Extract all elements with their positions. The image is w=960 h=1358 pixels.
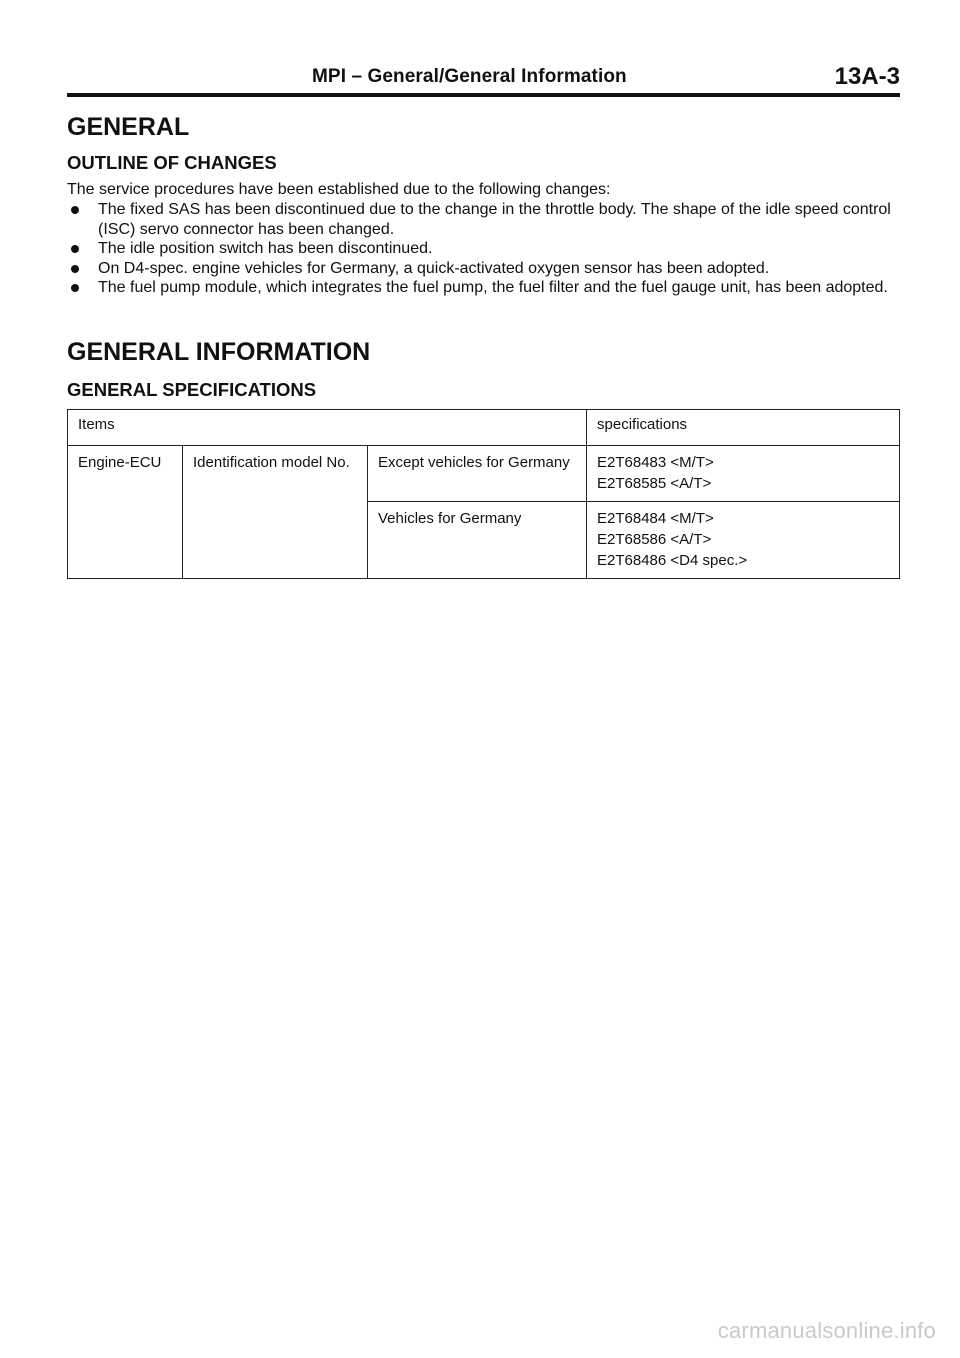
cell-condition: Vehicles for Germany <box>368 502 587 579</box>
list-item <box>67 278 900 298</box>
header-rule <box>67 93 900 97</box>
list-item-text: The fuel pump module, which integrates the fuel pump, the fuel filter and the fuel gauge unit, has been adopted. <box>98 279 888 296</box>
bullet-icon <box>71 206 79 214</box>
cell-parameter: Identification model No. <box>183 446 368 579</box>
table-header-row <box>68 410 900 446</box>
header-cell-items: Items <box>68 410 587 446</box>
cell-values: E2T68484 <M/T> E2T68586 <A/T> E2T68486 <D4 spec.> <box>587 502 900 579</box>
running-header <box>67 60 900 98</box>
cell-values: E2T68483 <M/T> E2T68585 <A/T> <box>587 446 900 502</box>
list-item <box>67 239 900 259</box>
section-heading-general-information: GENERAL INFORMATION <box>67 338 371 366</box>
section-heading-general: GENERAL <box>67 113 190 141</box>
list-item-text: The fixed SAS has been discontinued due to the change in the throttle body. The shape of the idle speed control (ISC) servo connector has been changed. <box>98 201 891 238</box>
bullet-icon <box>71 284 79 292</box>
list-item-text: On D4-spec. engine vehicles for Germany, a quick-activated oxygen sensor has been adopted. <box>98 259 770 277</box>
bullet-icon <box>71 245 79 253</box>
header-cell-specifications: specifications <box>587 410 900 446</box>
bullet-icon <box>71 265 79 273</box>
watermark: carmanualsonline.info <box>717 1318 936 1343</box>
list-item-text: The idle position switch has been discontinued. <box>98 240 433 257</box>
list-item <box>67 200 900 239</box>
intro-paragraph: The service procedures have been established due to the following changes: <box>67 181 611 198</box>
table-row <box>68 446 900 502</box>
subheading-outline-of-changes: OUTLINE OF CHANGES <box>67 152 277 173</box>
page-number: 13A-3 <box>834 63 900 90</box>
list-item <box>67 259 900 279</box>
subheading-general-specifications: GENERAL SPECIFICATIONS <box>67 379 317 400</box>
cell-component: Engine-ECU <box>68 446 183 579</box>
header-title: MPI – General/General Information <box>312 66 627 87</box>
changes-list <box>67 200 900 298</box>
cell-condition: Except vehicles for Germany <box>368 446 587 502</box>
specifications-table <box>67 409 900 579</box>
